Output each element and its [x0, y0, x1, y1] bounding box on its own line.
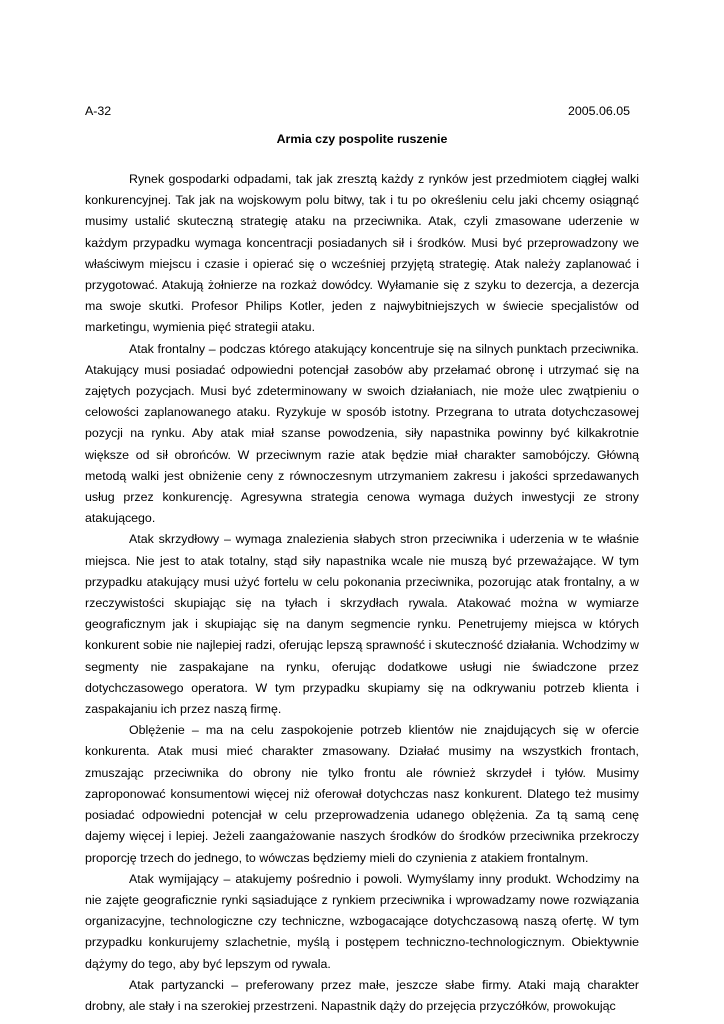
document-page: [85, 101, 639, 1017]
paragraph: Atak partyzancki – preferowany przez małe, jeszcze słabe firmy. Ataki mają charakter drobny, ale stały i na szerokiej przestrzeni. Napastnik dąży do przejęcia przyczółków, prowokując: [85, 977, 639, 1013]
paragraph: Rynek gospodarki odpadami, tak jak zresztą każdy z rynków jest przedmiotem ciągłej walki konkurencyjnej. Tak jak na wojskowym polu bitwy, tak i tu po określeniu celu jaki chcemy osiągnąć musimy ustalić skuteczną strategię ataku na przeciwnika. Atak, czyli zmasowane uderzenie w każdym przypadku wymaga koncentracji posiadanych sił i środków. Musi być przeprowadzony we właściwym miejscu i czasie i opierać się o wcześniej przyjętą strategię. Atak należy zaplanować i przygotować. Atakują żołnierze na rozkaż dowódcy. Wyłamanie się z szyku to dezercja, a dezercja ma swoje skutki. Profesor Philips Kotler, jeden z najwybitniejszych w świecie specjalistów od marketingu, wymienia pięć strategii ataku.: [85, 172, 639, 335]
document-header: [85, 101, 639, 122]
paragraph: Atak skrzydłowy – wymaga znalezienia słabych stron przeciwnika i uderzenia w te właśnie miejsca. Nie jest to atak totalny, stąd siły napastnika wcale nie muszą być przeważające. W tym przypadku atakujący musi użyć fortelu w celu pokonania przeciwnika, pozorując atak frontalny, a w rzeczywistości skupiając się na tyłach i skrzydłach rywala. Atakować można w wymiarze geograficznym jak i skupiając się na danym segmencie rynku. Penetrujemy miejsca w których konkurent sobie nie najlepiej radzi, oferując lepszą sprawność i skuteczność działania. Wchodzimy w segmenty nie zaspakajane na rynku, oferując dodatkowe usługi nie świadczone przez dotychczasowego operatora. W tym przypadku skupiamy się na odkrywaniu potrzeb klienta i zaspakajaniu ich przez naszą firmę.: [85, 532, 639, 717]
paragraph: Oblężenie – ma na celu zaspokojenie potrzeb klientów nie znajdujących się w ofercie konkurenta. Atak musi mieć charakter zmasowany. Działać musimy na wszystkich frontach, zmuszając przeciwnika do obrony nie tylko frontu ale również skrzydeł i tyłów. Musimy zaproponować konsumentowi więcej niż oferował dotychczas nasz konkurent. Dlatego też musimy posiadać odpowiedni potencjał w celu przeprowadzenia udanego oblężenia. Za tą samą cenę dajemy więcej i lepiej. Jeżeli zaangażowanie naszych środków do środków przeciwnika przekroczy proporcję trzech do jednego, to wówczas będziemy mieli do czynienia z atakiem frontalnym.: [85, 723, 639, 865]
document-title: Armia czy pospolite ruszenie: [276, 132, 448, 146]
document-id: A-32: [85, 104, 112, 118]
paragraph: Atak wymijający – atakujemy pośrednio i powoli. Wymyślamy inny produkt. Wchodzimy na nie zajęte geograficznie rynki sąsiadujące z rynkiem przeciwnika i wprowadzamy nowe rozwiązania organizacyjne, technologiczne czy techniczne, wzbogacające dotychczasową naszą ofertę. W tym przypadku konkurujemy szlachetnie, myślą i postępem techniczno-technologicznym. Obiektywnie dążymy do tego, aby być lepszym od rywala.: [85, 871, 639, 971]
document-date: 2005.06.05: [567, 104, 630, 118]
document-body: [85, 169, 639, 1017]
paragraph: Atak frontalny – podczas którego atakujący koncentruje się na silnych punktach przeciwnika. Atakujący musi posiadać odpowiedni potencjał zasobów aby przełamać obronę i utrzymać się na zajętych pozycjach. Musi być zdeterminowany w swoich działaniach, nie może ulec zwątpieniu o celowości zaplanowanego ataku. Ryzykuje w sposób istotny. Przegrana to utrata dotychczasowej pozycji na rynku. Aby atak miał szanse powodzenia, siły napastnika powinny być kilkakrotnie większe od sił obrońców. W przeciwnym razie atak będzie miał charakter samobójczy. Główną metodą walki jest obniżenie ceny z równoczesnym utrzymaniem zakresu i jakości sprzedawanych usług przez konkurencję. Agresywna strategia cenowa wymaga dużych inwestycji ze strony atakującego.: [85, 341, 639, 526]
